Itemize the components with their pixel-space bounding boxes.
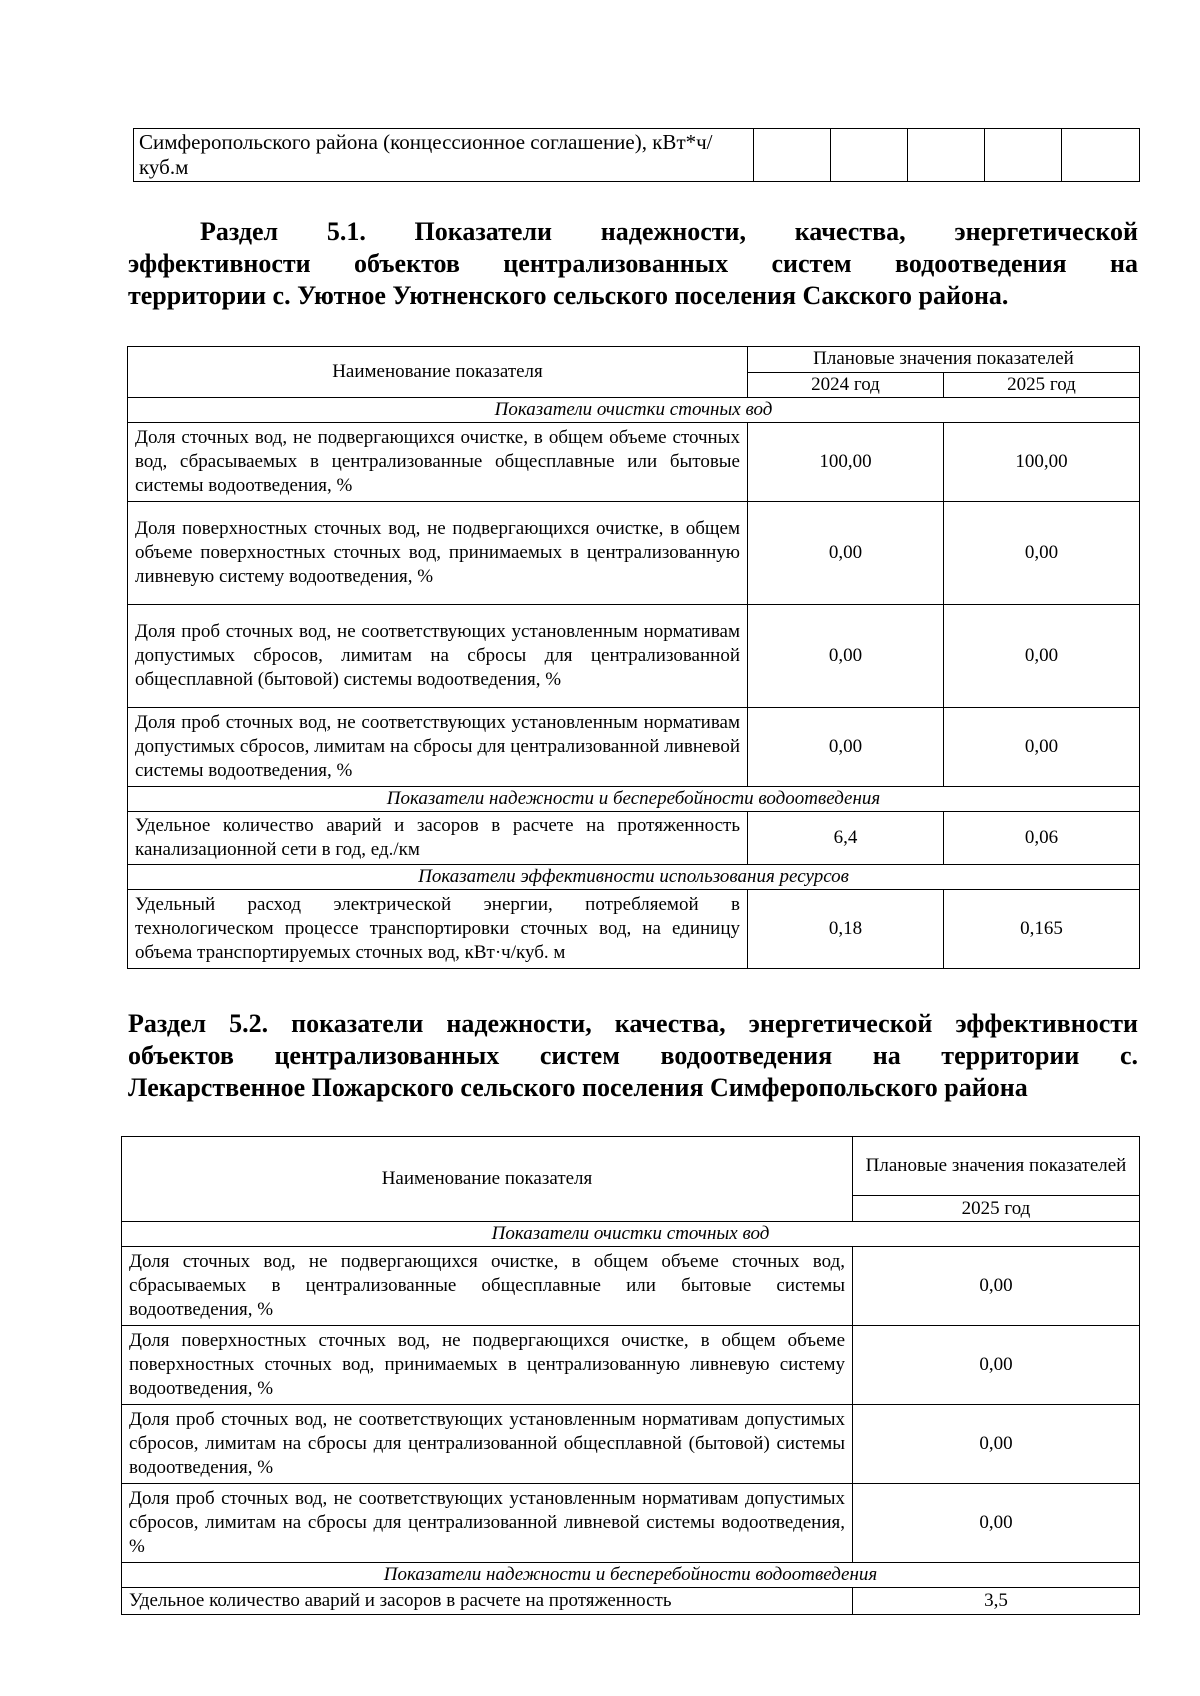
value-cell: 0,00	[853, 1484, 1140, 1563]
value-cell: 3,5	[853, 1588, 1140, 1615]
value-cell: 0,00	[748, 605, 944, 708]
hidden-titles	[0, 0, 1, 1]
column-header-plan: Плановые значения показателей	[853, 1137, 1140, 1196]
header-row	[128, 347, 1140, 373]
value-cell: 0,18	[748, 890, 944, 969]
group-row	[128, 787, 1140, 812]
value-cell: 0,00	[748, 502, 944, 605]
table-row	[122, 1326, 1140, 1405]
table-row	[128, 708, 1140, 787]
value-cell: 0,00	[748, 708, 944, 787]
indicator-name: Удельное количество аварий и засоров в расчете на протяженность	[122, 1588, 853, 1615]
column-header-year: 2025 год	[853, 1196, 1140, 1222]
heading-line: Раздел 5.2. показатели надежности, качества, энергетической эффективности	[128, 1009, 1138, 1038]
table-row	[128, 423, 1140, 502]
column-header-name: Наименование показателя	[122, 1137, 853, 1222]
column-header-name: Наименование показателя	[128, 347, 748, 398]
indicator-name: Доля поверхностных сточных вод, не подвергающихся очистке, в общем объеме поверхностных сточных вод, принимаемых в централизованную ливневую систему водоотведения, %	[128, 502, 748, 605]
continuation-cell: Симферопольского района (концессионное соглашение), кВт*ч/куб.м	[134, 129, 754, 182]
column-header-year: 2025 год	[944, 372, 1140, 398]
table-row	[128, 812, 1140, 865]
value-cell: 100,00	[748, 423, 944, 502]
header-row	[122, 1137, 1140, 1196]
table-row	[122, 1484, 1140, 1563]
group-row	[122, 1563, 1140, 1588]
table-row	[134, 129, 1140, 182]
indicator-name: Доля проб сточных вод, не соответствующих установленным нормативам допустимых сбросов, лимитам на сбросы для централизованной ливневой системы водоотведения, %	[122, 1484, 853, 1563]
group-row	[128, 398, 1140, 423]
section-5-1-table	[127, 346, 1140, 969]
heading-line: Лекарственное Пожарского сельского поселения Симферопольского района	[128, 1073, 1028, 1102]
section-5-2-table	[121, 1136, 1140, 1615]
continuation-table	[133, 128, 1140, 182]
value-cell: 0,00	[853, 1247, 1140, 1326]
indicator-name: Доля сточных вод, не подвергающихся очистке, в общем объеме сточных вод, сбрасываемых в централизованные общесплавные или бытовые системы водоотведения, %	[122, 1247, 853, 1326]
indicator-name: Доля поверхностных сточных вод, не подвергающихся очистке, в общем объеме поверхностных сточных вод, принимаемых в централизованную ливневую систему водоотведения, %	[122, 1326, 853, 1405]
column-header-year: 2024 год	[748, 372, 944, 398]
indicator-name: Доля проб сточных вод, не соответствующих установленным нормативам допустимых сбросов, лимитам на сбросы для централизованной ливневой системы водоотведения, %	[128, 708, 748, 787]
group-title: Показатели надежности и бесперебойности водоотведения	[128, 787, 1140, 812]
table-row	[128, 890, 1140, 969]
table-row	[128, 502, 1140, 605]
empty-cell	[831, 129, 908, 182]
section-5-1-full-title	[0, 0, 1, 1]
value-cell: 0,165	[944, 890, 1140, 969]
table-row	[122, 1588, 1140, 1615]
empty-cell	[908, 129, 985, 182]
indicator-name: Доля проб сточных вод, не соответствующих установленным нормативам допустимых сбросов, лимитам на сбросы для централизованной общесплавной (бытовой) системы водоотведения, %	[122, 1405, 853, 1484]
table-row	[122, 1247, 1140, 1326]
value-cell: 0,06	[944, 812, 1140, 865]
section-5-1-heading	[128, 216, 1138, 312]
group-title: Показатели очистки сточных вод	[122, 1222, 1140, 1247]
empty-cell	[1062, 129, 1140, 182]
value-cell: 100,00	[944, 423, 1140, 502]
value-cell: 0,00	[853, 1326, 1140, 1405]
indicator-name: Доля сточных вод, не подвергающихся очистке, в общем объеме сточных вод, сбрасываемых в централизованные общесплавные или бытовые системы водоотведения, %	[128, 423, 748, 502]
group-row	[128, 865, 1140, 890]
empty-cell	[754, 129, 831, 182]
table-row	[128, 605, 1140, 708]
group-row	[122, 1222, 1140, 1247]
indicator-name: Доля проб сточных вод, не соответствующих установленным нормативам допустимых сбросов, лимитам на сбросы для централизованной общесплавной (бытовой) системы водоотведения, %	[128, 605, 748, 708]
value-cell: 0,00	[944, 502, 1140, 605]
value-cell: 0,00	[853, 1405, 1140, 1484]
indicator-name: Удельный расход электрической энергии, потребляемой в технологическом процессе транспортировки сточных вод, на единицу объема транспортируемых сточных вод, кВт·ч/куб. м	[128, 890, 748, 969]
value-cell: 0,00	[944, 605, 1140, 708]
value-cell: 0,00	[944, 708, 1140, 787]
section-5-2-heading	[128, 1008, 1138, 1104]
heading-line: эффективности объектов централизованных систем водоотведения на	[128, 249, 1138, 278]
group-title: Показатели надежности и бесперебойности водоотведения	[122, 1563, 1140, 1588]
heading-line: объектов централизованных систем водоотведения на территории с.	[128, 1041, 1138, 1070]
indicator-name: Удельное количество аварий и засоров в расчете на протяженность канализационной сети в год, ед./км	[128, 812, 748, 865]
group-title: Показатели очистки сточных вод	[128, 398, 1140, 423]
heading-line: территории с. Уютное Уютненского сельского поселения Сакского района.	[128, 281, 1009, 310]
heading-line: Раздел 5.1. Показатели надежности, качества, энергетической	[200, 217, 1138, 246]
table-row	[122, 1405, 1140, 1484]
column-header-plan: Плановые значения показателей	[748, 347, 1140, 373]
empty-cell	[985, 129, 1062, 182]
value-cell: 6,4	[748, 812, 944, 865]
group-title: Показатели эффективности использования ресурсов	[128, 865, 1140, 890]
